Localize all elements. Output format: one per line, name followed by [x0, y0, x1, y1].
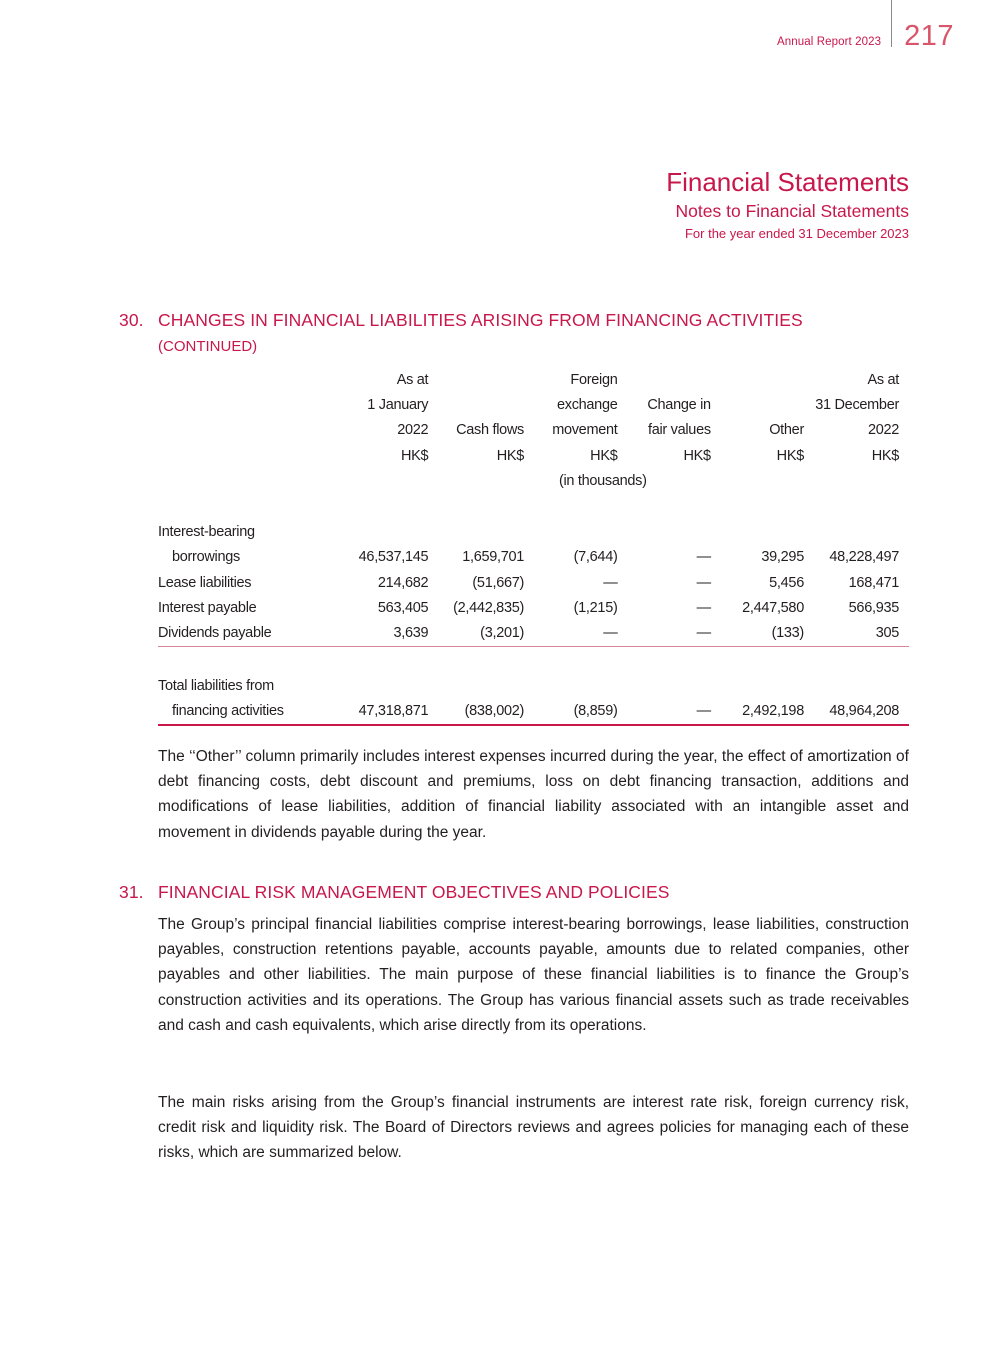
header-cell [711, 392, 804, 417]
page-subtitle: Notes to Financial Statements [675, 201, 909, 221]
header-cell: HK$ [871, 447, 899, 464]
period-label: For the year ended 31 December 2023 [684, 226, 909, 241]
value-cell: (2,442,835) [453, 600, 525, 617]
header-divider [891, 0, 892, 47]
value-cell: 168,471 [848, 574, 899, 591]
header-cell [158, 443, 333, 468]
header-cell: fair values [648, 422, 711, 439]
header-cell: As at [867, 371, 899, 388]
risk-paragraph-2: The main risks arising from the Group’s financial instruments are interest rate risk, foreign currency risk, credit risk and liquidity risk. The Board of Directors reviews and agrees policies for managing each of these risks, which are summarized below. [158, 1094, 909, 1162]
header-cell: As at [396, 371, 429, 388]
value-cell: — [617, 621, 710, 647]
unit-note: (in thousands) [558, 472, 647, 489]
value-cell: — [696, 574, 711, 591]
header-cell: HK$ [496, 447, 525, 464]
total-value-cell: (838,002) [428, 698, 524, 724]
header-cell: Cash flows [456, 422, 525, 439]
value-cell: (7,644) [573, 549, 618, 566]
value-cell: 3,639 [333, 621, 429, 647]
header-cell [158, 367, 333, 392]
page-title: Financial Statements [666, 167, 909, 197]
value-cell: 2,447,580 [742, 600, 804, 617]
value-cell: 214,682 [377, 574, 429, 591]
header-cell [428, 392, 524, 417]
spacer-row [158, 646, 909, 673]
total-value-cell: 2,492,198 [711, 698, 804, 724]
header-cell: HK$ [776, 447, 804, 464]
header-cell: 1 January [367, 396, 429, 413]
header-cell: Other [769, 422, 804, 439]
section-30-heading [119, 310, 803, 331]
table-row [158, 570, 909, 595]
value-cell: 1,659,701 [462, 549, 525, 566]
row-label: Interest-bearing [158, 524, 255, 541]
header-cell [158, 392, 333, 417]
header-cell: 2022 [397, 422, 429, 439]
table-header-row [158, 418, 909, 443]
spacer-row [158, 493, 909, 519]
header-cell: Foreign [570, 371, 618, 388]
value-cell: — [696, 549, 711, 566]
header-cell: 31 December [815, 396, 899, 413]
header-cell: 2022 [867, 422, 899, 439]
other-column-note: The ‘‘Other’’ column primarily includes interest expenses incurred during the year, the effect of amortization of debt financing costs, debt discount and premiums, loss on debt financing transaction, additions and modifications of lease liabilities, addition of financial liability associated with an intangible asset and movement in dividends payable during the year. [158, 748, 909, 841]
table-row [158, 545, 909, 570]
row-label: Lease liabilities [158, 574, 252, 591]
running-header [777, 0, 954, 60]
value-cell: — [696, 600, 711, 617]
value-cell: 563,405 [377, 600, 429, 617]
section-31-heading [119, 882, 670, 903]
value-cell: (3,201) [428, 621, 524, 647]
section-title: CHANGES IN FINANCIAL LIABILITIES ARISING FROM FINANCING ACTIVITIES [158, 310, 803, 330]
value-cell: 46,537,145 [358, 549, 429, 566]
value-cell: (1,215) [573, 600, 618, 617]
table-row [158, 595, 909, 620]
section-number: 31. [119, 882, 144, 902]
title-block [666, 166, 909, 244]
header-cell: exchange [556, 396, 618, 413]
header-cell: movement [552, 422, 618, 439]
value-cell: 305 [804, 621, 909, 647]
header-cell: HK$ [400, 447, 429, 464]
header-cell: HK$ [683, 447, 711, 464]
total-value-cell: (8,859) [524, 698, 617, 724]
header-cell [711, 367, 804, 392]
total-row [158, 698, 909, 724]
total-row [158, 673, 909, 698]
header-cell: HK$ [590, 447, 618, 464]
header-cell: Change in [647, 396, 711, 413]
value-cell: 48,228,497 [829, 549, 899, 566]
header-cell [617, 367, 710, 392]
row-label: borrowings [172, 549, 240, 566]
value-cell: 39,295 [761, 549, 804, 566]
unit-note-row [158, 468, 909, 493]
table-row [158, 621, 909, 647]
header-cell [428, 367, 524, 392]
value-cell: 5,456 [769, 574, 804, 591]
table-header-row [158, 443, 909, 468]
row-label: Dividends payable [158, 621, 333, 647]
value-cell: 566,935 [848, 600, 899, 617]
table-header-row [158, 367, 909, 392]
value-cell: — [603, 574, 618, 591]
section-continued-label: (CONTINUED) [158, 338, 258, 355]
section-title: FINANCIAL RISK MANAGEMENT OBJECTIVES AND POLICIES [158, 882, 670, 902]
row-label: financing activities [158, 698, 333, 724]
total-value-cell: 47,318,871 [333, 698, 429, 724]
value-cell: (133) [711, 621, 804, 647]
row-label: Total liabilities from [158, 677, 274, 694]
section-number: 30. [119, 310, 144, 330]
value-cell: — [524, 621, 617, 647]
value-cell: (51,667) [472, 574, 525, 591]
table-row [158, 519, 909, 544]
row-label: Interest payable [158, 600, 257, 617]
page-number: 217 [904, 20, 954, 52]
financing-liabilities-table [158, 367, 909, 726]
header-cell [158, 418, 333, 443]
total-value-cell: 48,964,208 [804, 698, 909, 724]
risk-paragraph-1: The Group’s principal financial liabilities comprise interest-bearing borrowings, lease liabilities, construction payables, construction retentions payable, accounts payable, amounts due to related companies, other payables and other liabilities. The main purpose of these financial liabilities is to finance the Group’s construction activities and its operations. The Group has various financial assets such as trade receivables and cash and cash equivalents, which arise directly from its operations. [158, 916, 909, 1034]
table-header-row [158, 392, 909, 417]
total-value-cell: — [617, 698, 710, 724]
report-label: Annual Report 2023 [777, 36, 882, 48]
